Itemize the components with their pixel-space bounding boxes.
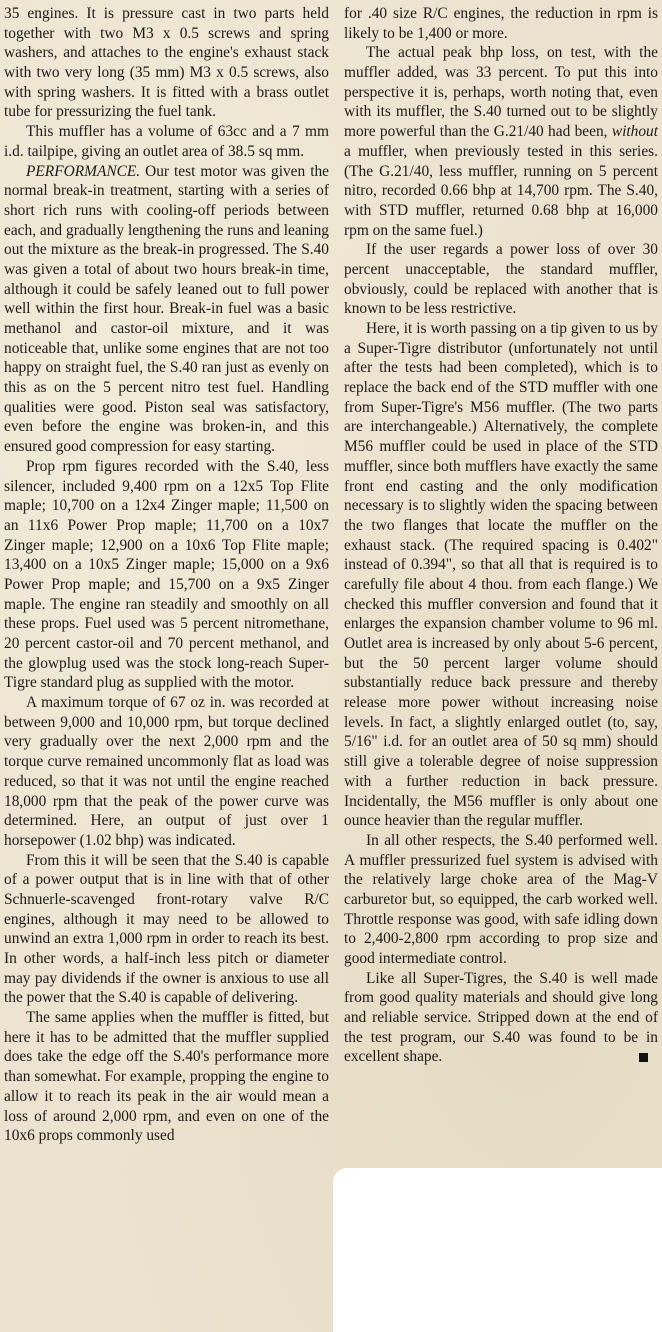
bhp-loss-text-before: The actual peak bhp loss, on test, with the muffler added, was 33 percent. To put this into perspective it is, perhaps, worth noting that, even with its muffler, the S.40 turned out to be slightly more powerful than the G.21/40 had been, [344, 44, 658, 141]
performance-text: Our test motor was given the normal break-in treatment, starting with a series of short rich runs with cooling-off periods between each, and gradually lengthening the runs and leaning out the mixture as the break-in progressed. The S.40 was given a total of about two hours break-in time, although it could be safely leaned out to full power well within the first hour. Break-in fuel was a basic methanol and castor-oil mixture, and it was noticeable that, unlike some engines that are not too happy on straight fuel, the S.40 ran just as evenly on this as on the 5 percent nitro test fuel. Handling qualities were good. Piston seal was satisfactory, even before the engine was broken-in, and this ensured good compression for easy starting. [4, 162, 329, 456]
paragraph-muffler-volume: This muffler has a volume of 63cc and a 7 mm i.d. tailpipe, giving an outlet area of 38.5 sq mm. [4, 123, 329, 160]
bhp-loss-text-after: a muffler, when previously tested in this series. (The G.21/40, less muffler, running on 5 percent nitro, recorded 0.66 bhp at 14,700 rpm. The S.40, with STD muffler, returned 0.68 bhp at 16,000 rpm on the same fuel.) [344, 142, 658, 239]
paragraph-power-loss: If the user regards a power loss of over 30 percent unacceptable, the standard muffler, obviously, could be replaced with another that is known to be less restrictive. [344, 241, 658, 318]
end-of-article-mark [639, 1053, 648, 1062]
left-column [4, 4, 329, 1146]
paragraph-power-output: From this it will be seen that the S.40 is capable of a power output that is in line with that of other Schnuerle-scavenged front-rotary valve R/C engines, although it may need to be allowed to unwind an extra 1,000 rpm in order to reach its best. In other words, a half-inch less pitch or diameter may pay dividends if the owner is anxious to use all the power that the S.40 is capable of delivering. [4, 851, 329, 1007]
paragraph-muffler-fitted: The same applies when the muffler is fitted, but here it has to be admitted that the muffler supplied does take the edge off the S.40's performance more than somewhat. For example, propping the engine to allow it to reach its peak in the air would mean a loss of around 2,000 rpm, and even on one of the 10x6 props commonly used [4, 1009, 329, 1145]
paragraph-performance [4, 162, 329, 457]
performance-heading: PERFORMANCE. [26, 162, 141, 180]
blank-corner-area [333, 1168, 662, 1332]
paragraph-other-respects: In all other respects, the S.40 performed well. A muffler pressurized fuel system is advised with the relatively large choke area of the Mag-V carburetor but, so equipped, the carb worked well. Throttle response was good, with safe idling down to 2,400-2,800 rpm according to prop size and good intermediate control. [344, 831, 658, 967]
emphasis-without: without [611, 123, 658, 141]
paragraph-rpm-reduction: for .40 size R/C engines, the reduction in rpm is likely to be 1,400 or more. [344, 5, 658, 42]
paragraph-prop-rpm: Prop rpm figures recorded with the S.40, less silencer, included 9,400 rpm on a 12x5 Top Flite maple; 10,700 on a 12x4 Zinger maple; 11,500 on an 11x6 Power Prop maple; 11,700 on a 10x7 Zinger maple; 12,900 on a 10x6 Top Flite maple; 13,400 on a 10x5 Zinger maple; 15,000 on a 9x6 Power Prop maple; and 15,700 on a 9x5 Zinger maple. The engine ran steadily and smoothly on all these props. Fuel used was 5 percent nitromethane, 20 percent castor-oil and 70 percent methanol, and the glowplug used was the stock long-reach Super-Tigre standard plug as supplied with the motor. [4, 457, 329, 692]
paragraph-conclusion [344, 969, 658, 1067]
conclusion-text: Like all Super-Tigres, the S.40 is well made from good quality materials and should give long and reliable service. Stripped down at the end of the test program, our S.40 was found to be in excellent shape. [344, 969, 658, 1066]
paragraph-muffler-construction: 35 engines. It is pressure cast in two parts held together with two M3 x 0.5 screws and spring washers, and attaches to the engine's exhaust stack with two very long (35 mm) M3 x 0.5 screws, also with spring washers. It is fitted with a brass outlet tube for pressurizing the fuel tank. [4, 5, 329, 121]
right-column [344, 4, 658, 1067]
paragraph-torque: A maximum torque of 67 oz in. was recorded at between 9,000 and 10,000 rpm, but torque declined very gradually over the next 2,000 rpm and the torque curve remained uncommonly flat as load was reduced, so that it was not until the engine reached 18,000 rpm that the peak of the power curve was determined. Here, an output of just over 1 horsepower (1.02 bhp) was indicated. [4, 694, 329, 849]
paragraph-m56-tip: Here, it is worth passing on a tip given to us by a Super-Tigre distributor (unfortunately not until after the tests had been completed), which is to replace the back end of the STD muffler with one from Super-Tigre's M56 muffler. (The two parts are interchangeable.) Alternatively, the complete M56 muffler could be used in place of the STD muffler, since both mufflers have exactly the same front end casting and the only modification necessary is to slightly widen the spacing between the two flanges that locate the muffler on the exhaust stack. (The required spacing is 0.402" instead of 0.394", so that all that is required is to carefully file about 4 thou. from each flange.) We checked this muffler conversion and found that it enlarges the expansion chamber volume to 96 ml. Outlet area is increased by only about 5-6 percent, but the 50 percent larger volume should substantially reduce back pressure and thereby release more power without increasing noise levels. In fact, a slightly enlarged outlet (to, say, 5/16" i.d. for an outlet area of 50 sq mm) should still give a tolerable degree of noise suppression with a further reduction in back pressure. Incidentally, the M56 muffler is only about one ounce heavier than the regular muffler. [344, 320, 658, 830]
paragraph-bhp-loss [344, 43, 658, 240]
